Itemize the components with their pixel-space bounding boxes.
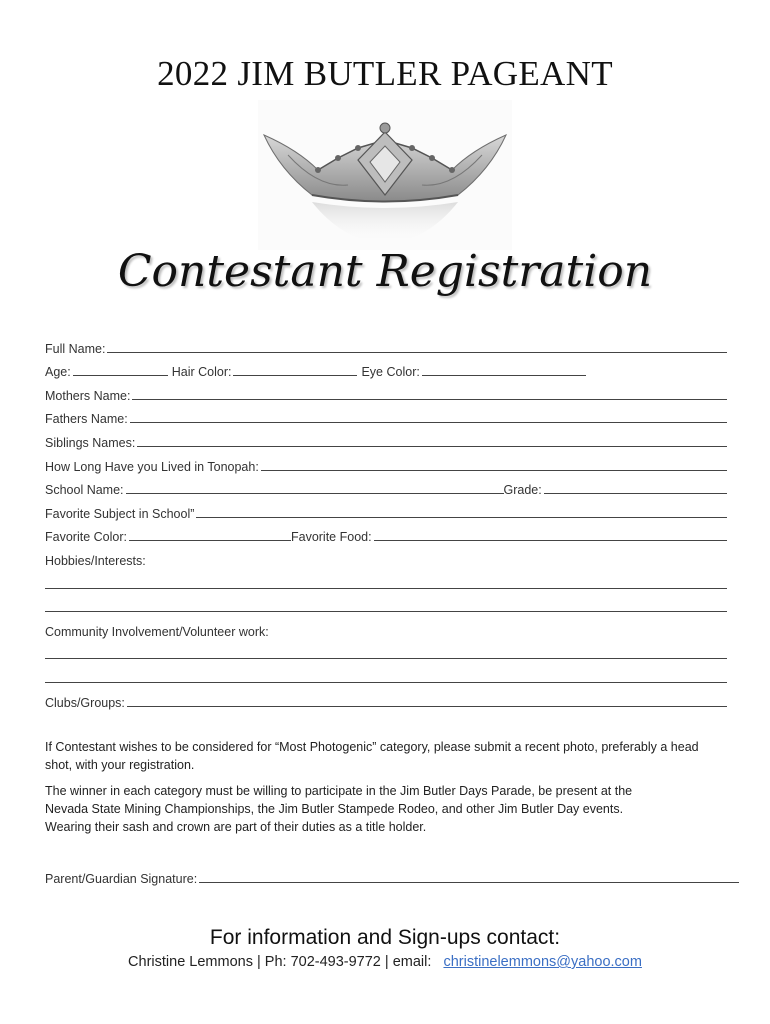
- hair-color-label: Hair Color:: [171, 365, 232, 380]
- crown-icon: [258, 100, 512, 250]
- email-link[interactable]: christinelemmons@yahoo.com: [443, 954, 642, 970]
- favorite-subject-field[interactable]: [196, 517, 727, 518]
- contact-details: Christine Lemmons | Ph: 702-493-9772 | email:: [128, 954, 432, 970]
- grade-field[interactable]: [544, 493, 727, 494]
- age-hair-eye-row: [45, 356, 727, 380]
- signature-row: [45, 872, 739, 886]
- contact-heading: For information and Sign-ups contact:: [209, 926, 561, 949]
- clubs-label: Clubs/Groups:: [45, 695, 125, 710]
- tonopah-row: [45, 450, 727, 474]
- fathers-name-field[interactable]: [130, 422, 727, 423]
- favorite-food-label: Favorite Food:: [290, 530, 372, 545]
- tonopah-label: How Long Have you Lived in Tonopah:: [45, 459, 259, 474]
- winner-paragraph: The winner in each category must be willing to participate in the Jim Butler Days Parade, be present at the Nevada State Mining Championships, the Jim Butler Stampede Rodeo, and other Jim Butler Day events. Wearing their sash and crown are part of their duties as a title holder.: [45, 784, 633, 834]
- page-title: 2022 JIM BUTLER PAGEANT: [157, 54, 613, 93]
- mothers-name-label: Mothers Name:: [45, 388, 131, 403]
- hair-color-field[interactable]: [233, 375, 357, 376]
- favorite-food-field[interactable]: [374, 540, 727, 541]
- full-name-row: [45, 332, 727, 356]
- registration-form: [45, 332, 727, 710]
- school-name-field[interactable]: [126, 493, 504, 494]
- siblings-row: [45, 426, 727, 450]
- grade-label: Grade:: [503, 483, 542, 498]
- siblings-label: Siblings Names:: [45, 435, 136, 450]
- mothers-name-field[interactable]: [132, 399, 727, 400]
- school-row: [45, 474, 727, 498]
- favorite-subject-row: [45, 497, 727, 521]
- eye-color-field[interactable]: [422, 375, 586, 376]
- clubs-field[interactable]: [127, 706, 727, 707]
- full-name-label: Full Name:: [45, 341, 106, 356]
- tonopah-field[interactable]: [261, 470, 727, 471]
- favorite-subject-label: Favorite Subject in School”: [45, 506, 195, 521]
- school-name-label: School Name:: [45, 483, 124, 498]
- contact-line: [0, 954, 770, 970]
- signature-label: Parent/Guardian Signature:: [45, 872, 198, 886]
- hobbies-label: Hobbies/Interests:: [45, 553, 146, 568]
- mothers-name-row: [45, 379, 727, 403]
- favorite-color-field[interactable]: [129, 540, 291, 541]
- eye-color-label: Eye Color:: [361, 365, 420, 380]
- fathers-name-row: [45, 403, 727, 427]
- photogenic-paragraph: If Contestant wishes to be considered for “Most Photogenic” category, please submit a recent photo, preferably a head shot, with your registration.: [45, 740, 699, 772]
- hobbies-line-1[interactable]: [45, 568, 727, 592]
- siblings-field[interactable]: [137, 446, 727, 447]
- clubs-row: [45, 686, 727, 710]
- full-name-field[interactable]: [107, 352, 727, 353]
- hobbies-row: [45, 544, 727, 568]
- community-label: Community Involvement/Volunteer work:: [45, 624, 269, 639]
- age-label: Age:: [45, 365, 71, 380]
- community-row: [45, 615, 727, 639]
- form-subtitle: Contestant Registration: [117, 246, 653, 297]
- community-line-2[interactable]: [45, 662, 727, 686]
- age-field[interactable]: [73, 375, 168, 376]
- fathers-name-label: Fathers Name:: [45, 412, 128, 427]
- signature-field[interactable]: [199, 882, 739, 883]
- favorite-color-food-row: [45, 521, 727, 545]
- hobbies-line-2[interactable]: [45, 592, 727, 616]
- favorite-color-label: Favorite Color:: [45, 530, 127, 545]
- community-line-1[interactable]: [45, 639, 727, 663]
